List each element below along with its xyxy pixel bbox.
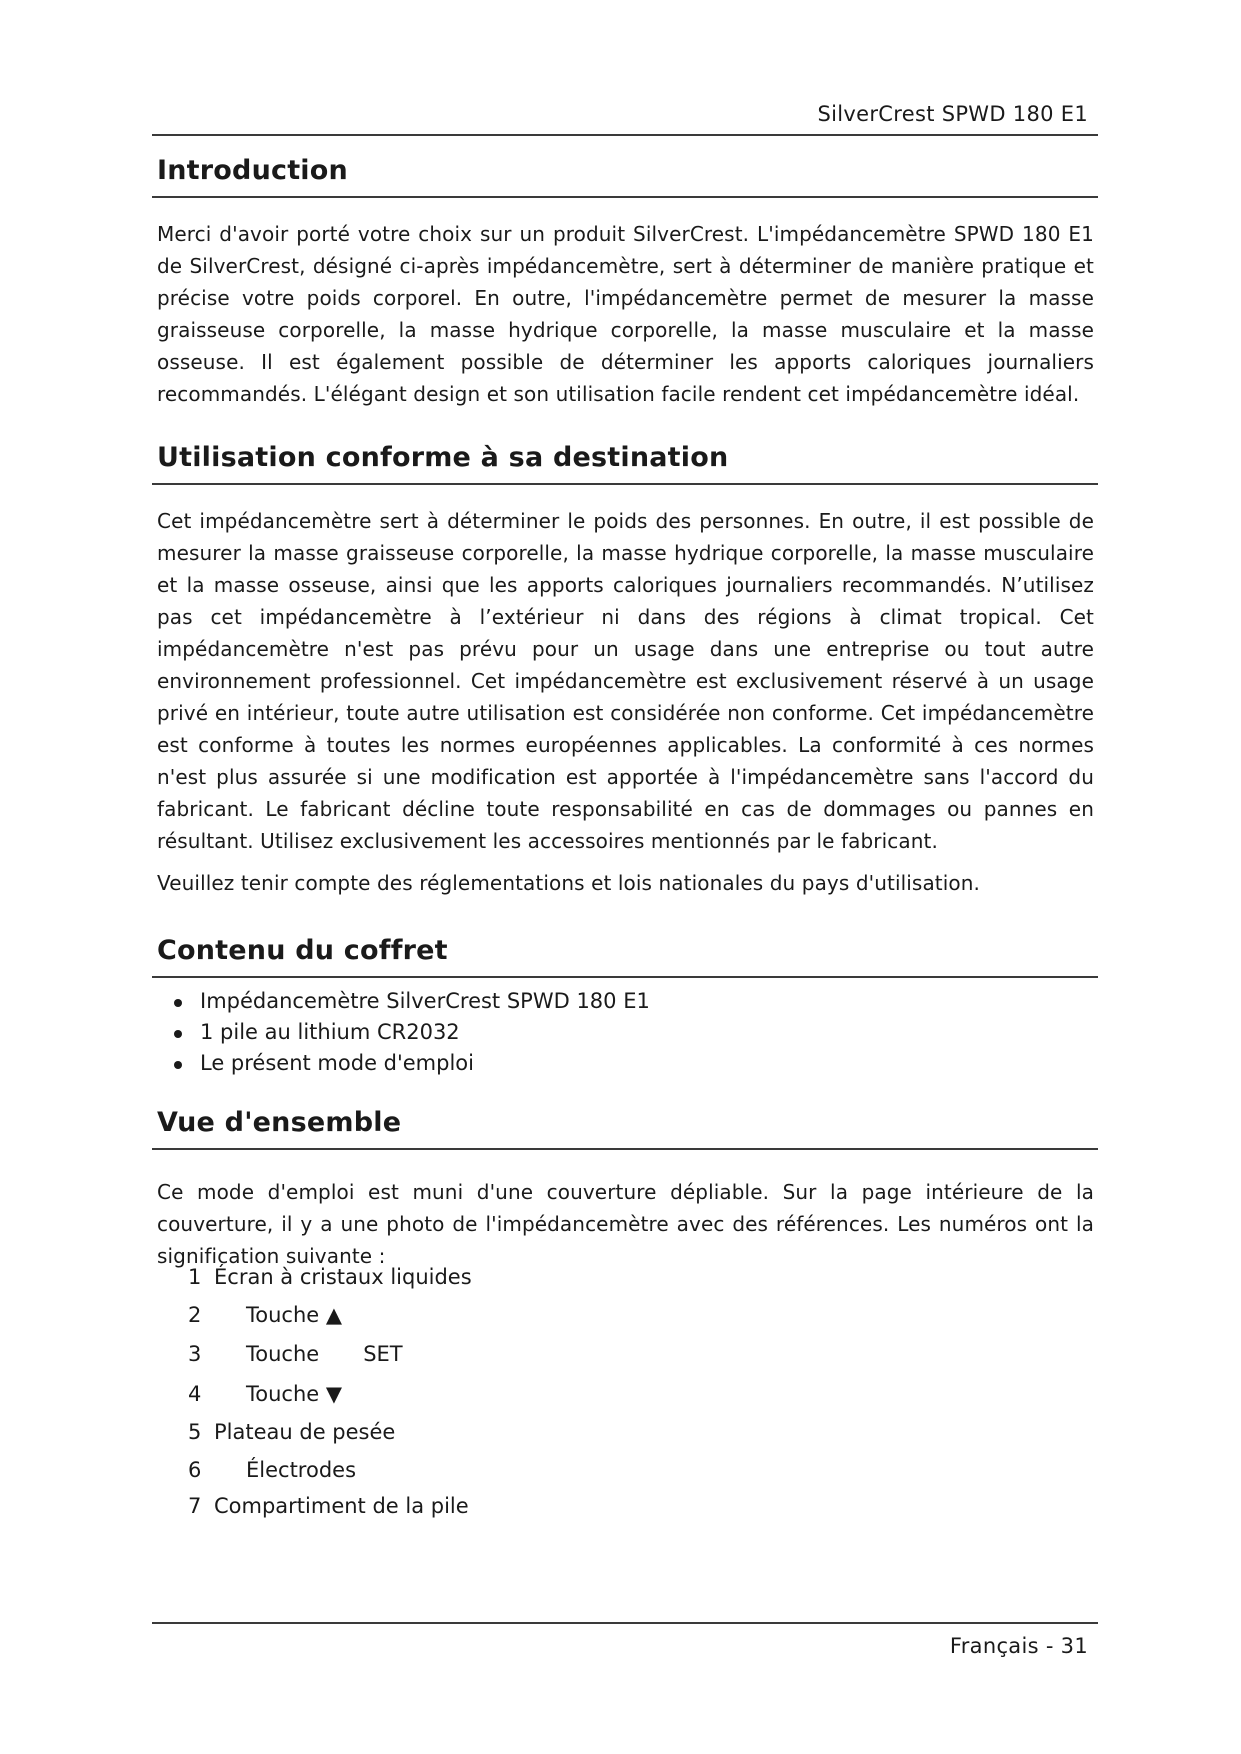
- part-row: [188, 1262, 472, 1292]
- list-item-text: 1 pile au lithium CR2032: [200, 1020, 460, 1044]
- section-title-introduction: Introduction: [152, 154, 1098, 198]
- section-utilisation: [152, 441, 1098, 899]
- part-row: [188, 1379, 342, 1409]
- part-row: [188, 1417, 395, 1447]
- part-number: 7: [188, 1494, 202, 1518]
- utilisation-paragraph-2: Veuillez tenir compte des réglementations et lois nationales du pays d'utilisation.: [157, 871, 980, 895]
- part-row: [188, 1455, 356, 1485]
- part-label: Plateau de pesée: [214, 1420, 396, 1444]
- part-number: 6: [188, 1458, 202, 1482]
- page-header: [152, 98, 1098, 136]
- page-number: Français - 31: [949, 1634, 1088, 1658]
- page-footer: [152, 1622, 1098, 1658]
- section-title-utilisation: Utilisation conforme à sa destination: [152, 441, 1098, 485]
- part-row: [188, 1491, 469, 1521]
- utilisation-paragraph-1: Cet impédancemètre sert à déterminer le poids des personnes. En outre, il est possible de mesurer la masse graisseuse corporelle, la masse hydrique corporelle, la masse musculaire et la masse osseuse, ainsi que les apports caloriques journaliers recommandés. N’utilisez pas cet impédancemètre à l’extérieur ni dans des régions à climat tropical. Cet impédancemètre n'est pas prévu pour un usage dans une entreprise ou tout autre environnement professionnel. Cet impédancemètre est exclusivement réservé à un usage privé en intérieur, toute autre utilisation est considérée non conforme. Cet impédancemètre est conforme à toutes les normes européennes applicables. La conformité à ces normes n'est plus assurée si une modification est apportée à l'impédancemètre sans l'accord du fabricant. Le fabricant décline toute responsabilité en cas de dommages ou pannes en résultant. Utilisez exclusivement les accessoires mentionnés par le fabricant.: [157, 509, 1094, 853]
- bullet-icon: [174, 1061, 182, 1069]
- part-label: Compartiment de la pile: [214, 1494, 469, 1518]
- part-row: [188, 1339, 403, 1369]
- part-number: 1: [188, 1265, 202, 1289]
- part-label: Électrodes: [246, 1458, 357, 1482]
- header-title: SilverCrest SPWD 180 E1: [817, 102, 1088, 126]
- part-label: Touche ▲: [246, 1303, 343, 1327]
- introduction-paragraph: Merci d'avoir porté votre choix sur un produit SilverCrest. L'impédancemètre SPWD 180 E1 de SilverCrest, désigné ci-après impédancemètre, sert à déterminer de manière pratique et précise votre poids corporel. En outre, l'impédancemètre permet de mesurer la masse graisseuse corporelle, la masse hydrique corporelle, la masse musculaire et la masse osseuse. Il est également possible de déterminer les apports caloriques journaliers recommandés. L'élégant design et son utilisation facile rendent cet impédancemètre idéal.: [157, 222, 1094, 406]
- part-label: Écran à cristaux liquides: [214, 1265, 472, 1289]
- part-key-set: SET: [363, 1342, 403, 1366]
- part-number: 2: [188, 1303, 202, 1327]
- section-vue: [152, 1106, 1098, 1272]
- bullet-icon: [174, 1030, 182, 1038]
- section-contenu: [152, 934, 1098, 1079]
- bullet-icon: [174, 999, 182, 1007]
- part-number: 5: [188, 1420, 202, 1444]
- section-title-vue: Vue d'ensemble: [152, 1106, 1098, 1150]
- part-row: [188, 1300, 342, 1330]
- list-item: [152, 1048, 1098, 1079]
- list-item-text: Le présent mode d'emploi: [200, 1051, 474, 1075]
- section-introduction: [152, 154, 1098, 410]
- list-item: [152, 1017, 1098, 1048]
- part-label: Touche ▼: [246, 1382, 343, 1406]
- vue-paragraph: Ce mode d'emploi est muni d'une couverture dépliable. Sur la page intérieure de la couverture, il y a une photo de l'impédancemètre avec des références. Les numéros ont la signification suivante :: [157, 1180, 1094, 1268]
- part-number: 4: [188, 1382, 202, 1406]
- contenu-list: [152, 986, 1098, 1079]
- list-item-text: Impédancemètre SilverCrest SPWD 180 E1: [200, 989, 650, 1013]
- section-title-contenu: Contenu du coffret: [152, 934, 1098, 978]
- part-label: Touche: [246, 1342, 320, 1366]
- list-item: [152, 986, 1098, 1017]
- part-number: 3: [188, 1342, 202, 1366]
